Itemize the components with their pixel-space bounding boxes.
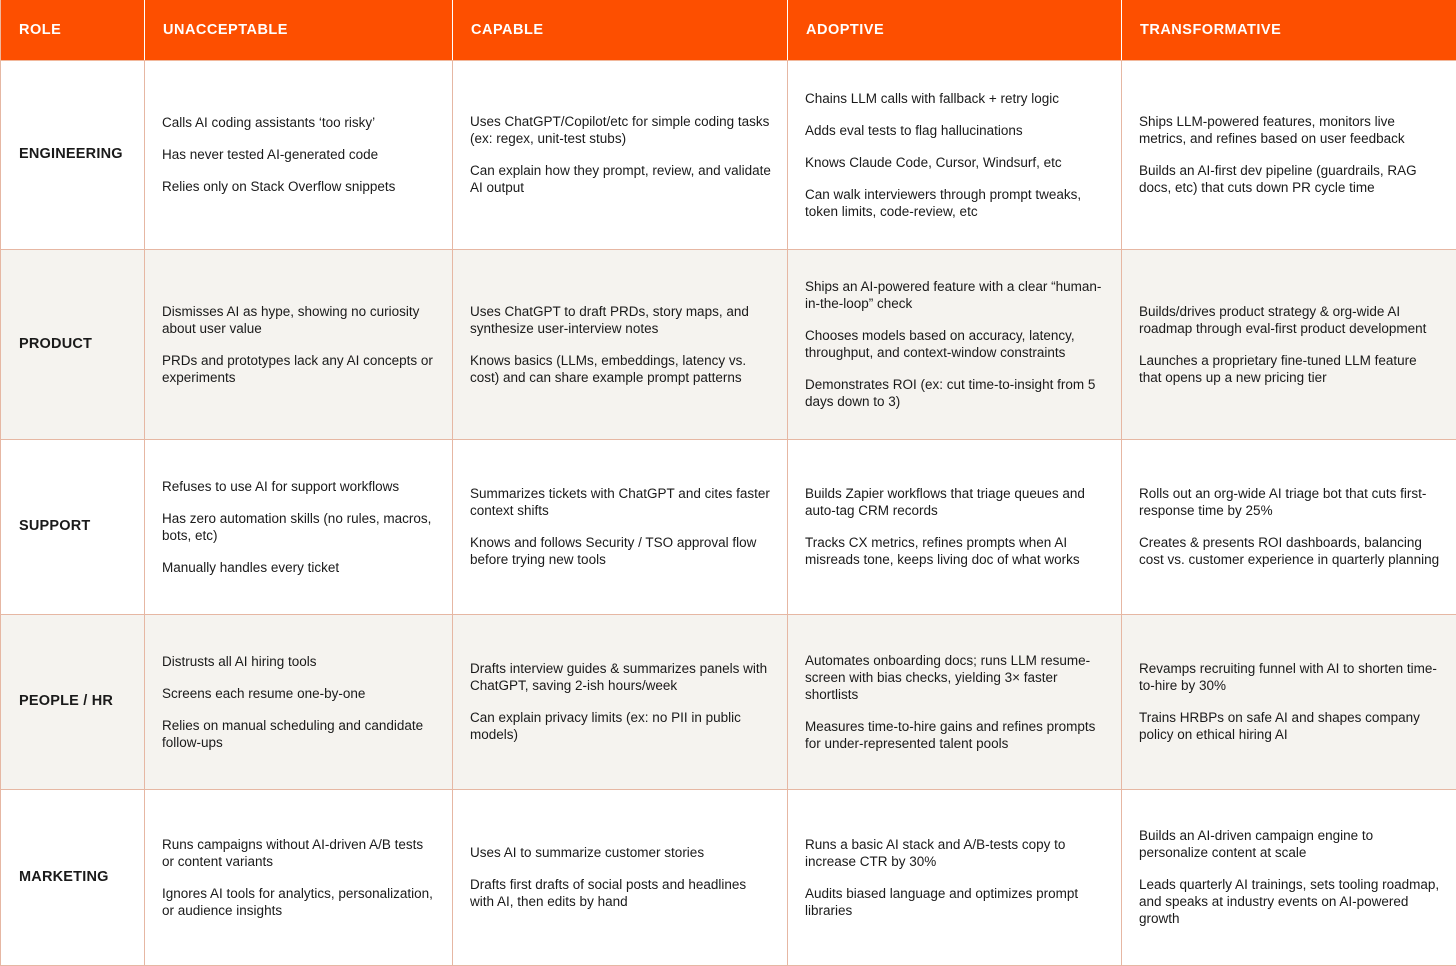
- transformative-cell: [1122, 439, 1456, 614]
- capable-cell: [453, 249, 788, 439]
- criteria-item: Uses AI to summarize customer stories: [470, 844, 773, 861]
- table-row: [1, 789, 1456, 965]
- header-row: [1, 0, 1456, 60]
- unacceptable-cell: [145, 439, 453, 614]
- capable-cell: [453, 439, 788, 614]
- criteria-item: Runs campaigns without AI-driven A/B tests or content variants: [162, 836, 438, 870]
- unacceptable-cell: [145, 789, 453, 965]
- header-adoptive: ADOPTIVE: [788, 0, 1122, 60]
- adoptive-cell: [788, 789, 1122, 965]
- criteria-item: Knows Claude Code, Cursor, Windsurf, etc: [805, 154, 1107, 171]
- criteria-item: PRDs and prototypes lack any AI concepts or experiments: [162, 352, 438, 386]
- criteria-item: Distrusts all AI hiring tools: [162, 653, 438, 670]
- criteria-item: Can walk interviewers through prompt tweaks, token limits, code-review, etc: [805, 186, 1107, 220]
- header-transformative: TRANSFORMATIVE: [1122, 0, 1456, 60]
- criteria-item: Has zero automation skills (no rules, macros, bots, etc): [162, 510, 438, 544]
- unacceptable-cell: [145, 60, 453, 249]
- criteria-item: Drafts first drafts of social posts and headlines with AI, then edits by hand: [470, 876, 773, 910]
- criteria-item: Automates onboarding docs; runs LLM resume-screen with bias checks, yielding 3× faster shortlists: [805, 652, 1107, 703]
- criteria-item: Leads quarterly AI trainings, sets tooling roadmap, and speaks at industry events on AI-powered growth: [1139, 876, 1442, 927]
- unacceptable-cell: [145, 249, 453, 439]
- transformative-cell: [1122, 614, 1456, 789]
- criteria-item: Demonstrates ROI (ex: cut time-to-insight from 5 days down to 3): [805, 376, 1107, 410]
- table-row: [1, 614, 1456, 789]
- criteria-item: Audits biased language and optimizes prompt libraries: [805, 885, 1107, 919]
- header-unacceptable: UNACCEPTABLE: [145, 0, 453, 60]
- role-cell: MARKETING: [1, 789, 145, 965]
- criteria-item: Drafts interview guides & summarizes panels with ChatGPT, saving 2-ish hours/week: [470, 660, 773, 694]
- criteria-item: Builds an AI-driven campaign engine to personalize content at scale: [1139, 827, 1442, 861]
- criteria-item: Can explain how they prompt, review, and validate AI output: [470, 162, 773, 196]
- adoptive-cell: [788, 614, 1122, 789]
- transformative-cell: [1122, 60, 1456, 249]
- adoptive-cell: [788, 439, 1122, 614]
- table-row: [1, 439, 1456, 614]
- criteria-item: Tracks CX metrics, refines prompts when AI misreads tone, keeps living doc of what works: [805, 534, 1107, 568]
- criteria-item: Rolls out an org-wide AI triage bot that cuts first-response time by 25%: [1139, 485, 1442, 519]
- criteria-item: Knows and follows Security / TSO approval flow before trying new tools: [470, 534, 773, 568]
- header-capable: CAPABLE: [453, 0, 788, 60]
- table-row: [1, 249, 1456, 439]
- capable-cell: [453, 614, 788, 789]
- criteria-item: Calls AI coding assistants ‘too risky’: [162, 114, 438, 131]
- criteria-item: Builds Zapier workflows that triage queues and auto-tag CRM records: [805, 485, 1107, 519]
- criteria-item: Builds/drives product strategy & org-wide AI roadmap through eval-first product development: [1139, 303, 1442, 337]
- criteria-item: Adds eval tests to flag hallucinations: [805, 122, 1107, 139]
- criteria-item: Knows basics (LLMs, embeddings, latency vs. cost) and can share example prompt patterns: [470, 352, 773, 386]
- criteria-item: Ships LLM-powered features, monitors live metrics, and refines based on user feedback: [1139, 113, 1442, 147]
- role-cell: SUPPORT: [1, 439, 145, 614]
- criteria-item: Summarizes tickets with ChatGPT and cites faster context shifts: [470, 485, 773, 519]
- criteria-item: Relies on manual scheduling and candidate follow-ups: [162, 717, 438, 751]
- criteria-item: Chooses models based on accuracy, latency, throughput, and context-window constraints: [805, 327, 1107, 361]
- capable-cell: [453, 60, 788, 249]
- criteria-item: Ships an AI-powered feature with a clear “human-in-the-loop” check: [805, 278, 1107, 312]
- criteria-item: Chains LLM calls with fallback + retry logic: [805, 90, 1107, 107]
- transformative-cell: [1122, 249, 1456, 439]
- criteria-item: Ignores AI tools for analytics, personalization, or audience insights: [162, 885, 438, 919]
- table-row: [1, 60, 1456, 249]
- criteria-item: Screens each resume one-by-one: [162, 685, 438, 702]
- criteria-item: Creates & presents ROI dashboards, balancing cost vs. customer experience in quarterly planning: [1139, 534, 1442, 568]
- criteria-item: Uses ChatGPT/Copilot/etc for simple coding tasks (ex: regex, unit-test stubs): [470, 113, 773, 147]
- capable-cell: [453, 789, 788, 965]
- criteria-item: Refuses to use AI for support workflows: [162, 478, 438, 495]
- role-cell: PRODUCT: [1, 249, 145, 439]
- criteria-item: Builds an AI-first dev pipeline (guardrails, RAG docs, etc) that cuts down PR cycle time: [1139, 162, 1442, 196]
- criteria-item: Dismisses AI as hype, showing no curiosity about user value: [162, 303, 438, 337]
- role-cell: PEOPLE / HR: [1, 614, 145, 789]
- criteria-item: Trains HRBPs on safe AI and shapes company policy on ethical hiring AI: [1139, 709, 1442, 743]
- criteria-item: Relies only on Stack Overflow snippets: [162, 178, 438, 195]
- criteria-item: Manually handles every ticket: [162, 559, 438, 576]
- header-role: ROLE: [1, 0, 145, 60]
- criteria-item: Revamps recruiting funnel with AI to shorten time-to-hire by 30%: [1139, 660, 1442, 694]
- criteria-item: Runs a basic AI stack and A/B-tests copy to increase CTR by 30%: [805, 836, 1107, 870]
- unacceptable-cell: [145, 614, 453, 789]
- criteria-item: Can explain privacy limits (ex: no PII in public models): [470, 709, 773, 743]
- transformative-cell: [1122, 789, 1456, 965]
- role-cell: ENGINEERING: [1, 60, 145, 249]
- adoptive-cell: [788, 60, 1122, 249]
- criteria-item: Uses ChatGPT to draft PRDs, story maps, and synthesize user-interview notes: [470, 303, 773, 337]
- adoptive-cell: [788, 249, 1122, 439]
- criteria-item: Measures time-to-hire gains and refines prompts for under-represented talent pools: [805, 718, 1107, 752]
- criteria-item: Has never tested AI-generated code: [162, 146, 438, 163]
- criteria-item: Launches a proprietary fine-tuned LLM feature that opens up a new pricing tier: [1139, 352, 1442, 386]
